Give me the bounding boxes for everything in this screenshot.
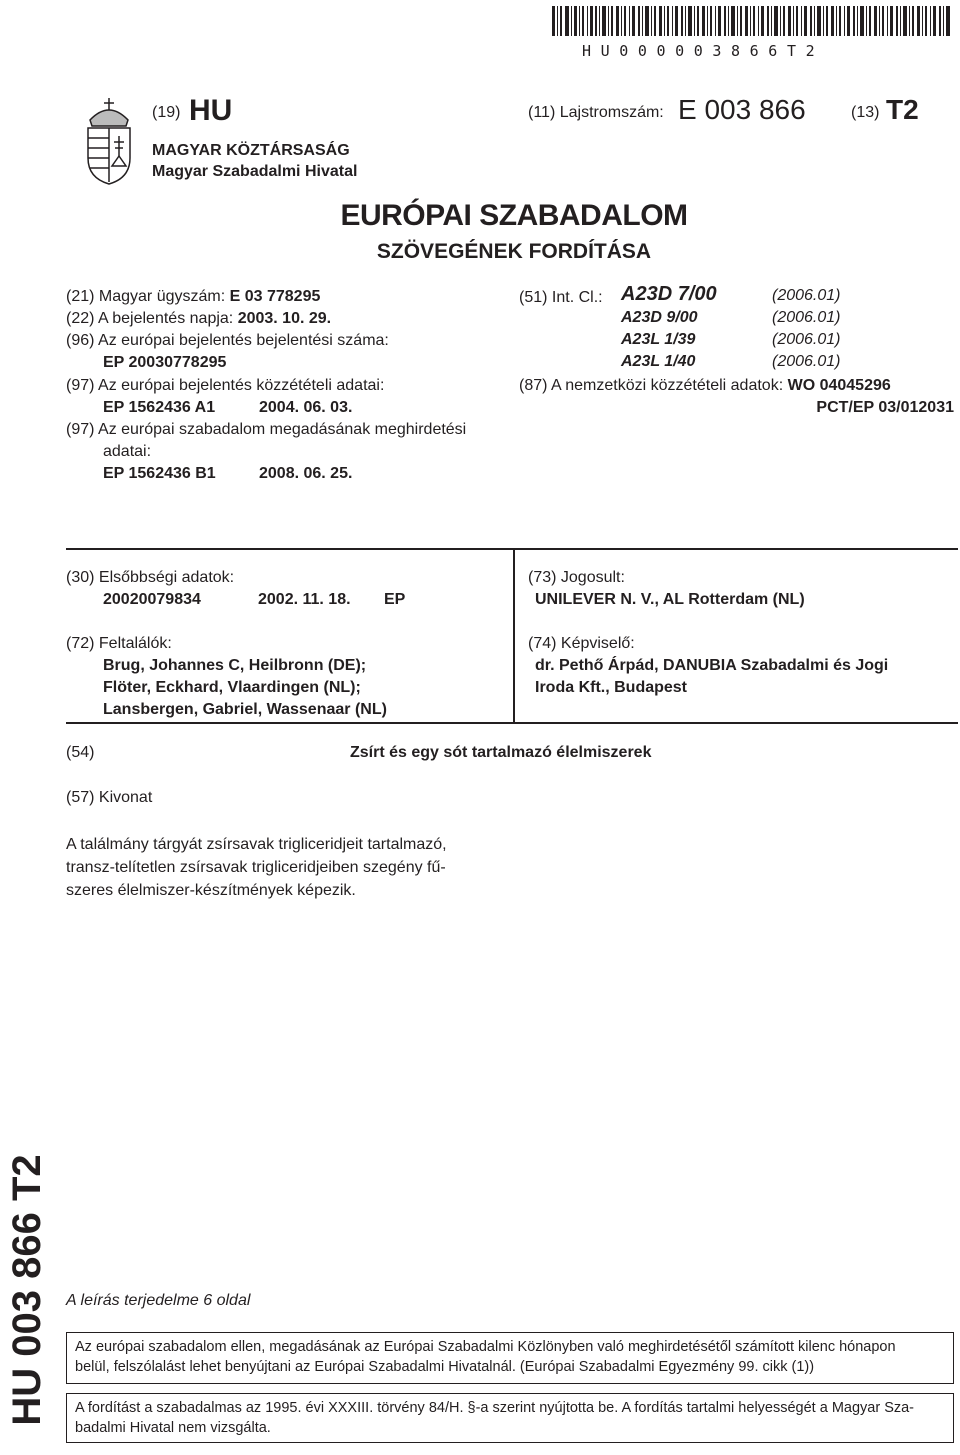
application-number-row: [66, 286, 320, 307]
application-number: E 03 778295: [229, 288, 321, 305]
document-subtitle: SZÖVEGÉNEK FORDÍTÁSA: [376, 240, 652, 263]
objection-notice: [66, 1332, 954, 1384]
barcode-number: HU000003866T2: [582, 42, 825, 60]
country-code-label: (19): [152, 104, 181, 121]
objection-notice-line-1: Az európai szabadalom ellen, megadásának az Európai Szabadalmi Közlönyben való meghirdetésétől számított kilenc hónapon: [75, 1339, 896, 1355]
kind-code: T2: [886, 94, 919, 125]
ep-grant-label-line2: adatai:: [103, 443, 152, 460]
inventor-line-1: Brug, Johannes C, Heilbronn (DE);: [103, 657, 367, 674]
ep-publication-label: (97) Az európai bejelentés közzétételi adatai:: [66, 377, 385, 394]
ep-grant-label-line1: (97) Az európai szabadalom megadásának meghirdetési: [66, 421, 467, 438]
int-cl-code-2: A23D 9/00: [621, 309, 698, 326]
translation-notice: [66, 1393, 954, 1443]
intl-publication-number: WO 04045296: [787, 377, 891, 394]
owner-label: (73) Jogosult:: [528, 569, 625, 586]
description-length: A leírás terjedelme 6 oldal: [66, 1292, 251, 1309]
representative-line-1: dr. Pethő Árpád, DANUBIA Szabadalmi és Jogi: [535, 657, 889, 674]
representative-city: , Budapest: [605, 679, 688, 696]
ep-publication-number: EP 1562436 A1: [103, 399, 216, 416]
inventor-line-2: Flöter, Eckhard, Vlaardingen (NL);: [103, 679, 361, 696]
ep-publication-date: 2004. 06. 03.: [259, 399, 353, 416]
priority-label: (30) Elsőbbségi adatok:: [66, 569, 235, 586]
int-cl-code-4: A23L 1/40: [621, 353, 696, 370]
filing-date: 2003. 10. 29.: [237, 310, 332, 327]
section-divider-top: [66, 548, 958, 550]
int-cl-code-1: A23D 7/00: [621, 283, 717, 305]
ep-application-number: EP 20030778295: [103, 354, 227, 371]
column-divider: [513, 549, 515, 723]
int-cl-version-2: (2006.01): [772, 309, 841, 326]
representative-firm: Iroda Kft.: [535, 679, 606, 696]
inventors-label: (72) Feltalálók:: [66, 635, 172, 652]
owner-value: UNILEVER N. V., AL Rotterdam (NL): [535, 591, 805, 608]
application-number-label: (21) Magyar ügyszám:: [66, 288, 226, 305]
representative-label: (74) Képviselő:: [528, 635, 635, 652]
filing-date-label: (22) A bejelentés napja:: [66, 310, 234, 327]
abstract-line-2: transz-telítetlen zsírsavak trigliceridjeiben szegény fű-: [66, 859, 446, 876]
ep-grant-number: EP 1562436 B1: [103, 465, 216, 482]
intl-publication-row: [519, 375, 891, 396]
kind-code-label: (13): [851, 104, 880, 121]
translation-notice-line-1: A fordítást a szabadalmas az 1995. évi XXXIII. törvény 84/H. §-a szerint nyújtotta be. A fordítás tartalmi helyességét a Magyar Sza-: [75, 1400, 915, 1416]
title-label: (54): [66, 744, 95, 761]
representative-line-2: [535, 677, 687, 698]
ep-application-label: (96) Az európai bejelentés bejelentési száma:: [66, 332, 389, 349]
objection-notice-line-2: belül, felszólalást lehet benyújtani az Európai Szabadalmi Hivatalnál. (Európai Szabadalmi Egyezmény 99. cikk (1)): [75, 1359, 815, 1375]
abstract-line-1: A találmány tárgyát zsírsavak trigliceridjeit tartalmazó,: [66, 836, 447, 853]
int-cl-label: (51) Int. Cl.:: [519, 289, 603, 306]
ep-grant-date: 2008. 06. 25.: [259, 465, 353, 482]
invention-title: Zsírt és egy sót tartalmazó élelmiszerek: [350, 744, 652, 761]
abstract-label: (57) Kivonat: [66, 789, 153, 806]
int-cl-code-3: A23L 1/39: [621, 331, 696, 348]
country-code: HU: [189, 94, 233, 127]
pct-number: PCT/EP 03/012031: [816, 399, 954, 416]
inventor-line-3: Lansbergen, Gabriel, Wassenaar (NL): [103, 701, 387, 718]
int-cl-version-1: (2006.01): [772, 287, 841, 304]
priority-date: 2002. 11. 18.: [258, 591, 351, 608]
abstract-line-3: szeres élelmiszer-készítmények képezik.: [66, 882, 356, 899]
filing-date-row: [66, 308, 331, 329]
spine-document-number: HU 003 866 T2: [5, 1154, 49, 1426]
int-cl-version-4: (2006.01): [772, 353, 841, 370]
barcode: [552, 6, 952, 36]
hungarian-coat-of-arms-icon: [82, 96, 136, 186]
republic-name: MAGYAR KÖZTÁRSASÁG: [152, 142, 350, 159]
priority-country: EP: [384, 591, 406, 608]
translation-notice-line-2: badalmi Hivatal nem vizsgálta.: [75, 1420, 271, 1436]
intl-publication-label: (87) A nemzetközi közzétételi adatok:: [519, 377, 784, 394]
int-cl-version-3: (2006.01): [772, 331, 841, 348]
registration-number: E 003 866: [678, 94, 806, 125]
priority-number: 20020079834: [103, 591, 201, 608]
office-name: Magyar Szabadalmi Hivatal: [152, 163, 358, 180]
document-title: EURÓPAI SZABADALOM: [340, 199, 688, 232]
registration-number-label: (11) Lajstromszám:: [528, 104, 664, 121]
section-divider-bottom: [66, 722, 958, 724]
